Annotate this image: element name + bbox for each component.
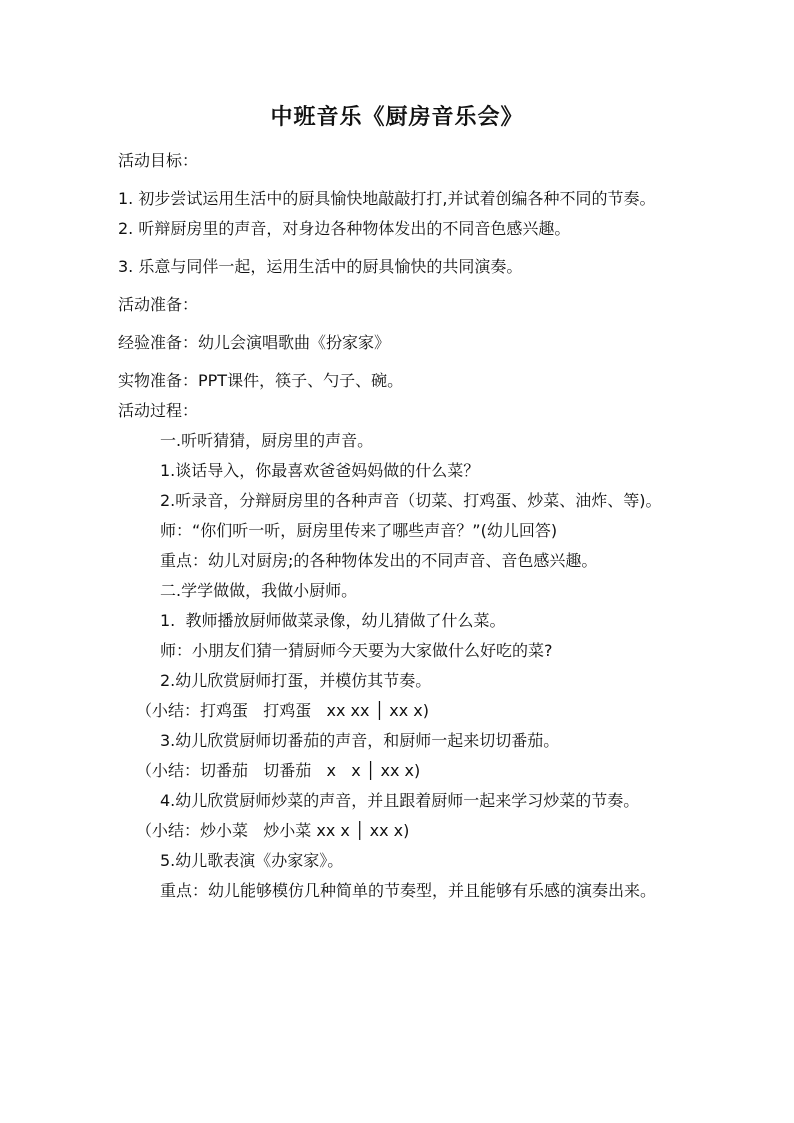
process-step: 4.幼儿欣赏厨师炒菜的声音，并且跟着厨师一起来学习炒菜的节奏。 bbox=[160, 791, 640, 810]
process-step: 3.幼儿欣赏厨师切番茄的声音，和厨师一起来切切番茄。 bbox=[160, 731, 560, 750]
rhythm-summary: （小结：打鸡蛋 打鸡蛋 xx xx │ xx x) bbox=[136, 701, 430, 720]
process-step: 1.谈话导入，你最喜欢爸爸妈妈做的什么菜？ bbox=[160, 461, 480, 480]
process-step: 师：小朋友们猜一猜厨师今天要为大家做什么好吃的菜? bbox=[160, 641, 553, 660]
rhythm-summary: （小结：炒小菜 炒小菜 xx x │ xx x) bbox=[136, 821, 410, 840]
process-step: 1. 教师播放厨师做菜录像，幼儿猜做了什么菜。 bbox=[160, 611, 506, 630]
process-step: 2.幼儿欣赏厨师打蛋，并模仿其节奏。 bbox=[160, 671, 432, 690]
prep-heading: 活动准备： bbox=[118, 295, 199, 314]
process-step: 一.听听猜猜，厨房里的声音。 bbox=[160, 431, 374, 450]
process-key-point: 重点：幼儿对厨房;的各种物体发出的不同声音、音色感兴趣。 bbox=[160, 551, 598, 570]
rhythm-summary: （小结：切番茄 切番茄 x x │ xx x) bbox=[136, 761, 421, 780]
document-title: 中班音乐《厨房音乐会》 bbox=[270, 104, 524, 130]
process-step: 师：“你们听一听，厨房里传来了哪些声音？”(幼儿回答) bbox=[160, 521, 558, 540]
process-step: 2.听录音，分辩厨房里的各种声音（切菜、打鸡蛋、炒菜、油炸、等)。 bbox=[160, 491, 662, 510]
prep-item: 实物准备：PPT课件，筷子、勺子、碗。 bbox=[118, 371, 404, 390]
goal-item: 2. 听辩厨房里的声音，对身边各种物体发出的不同音色感兴趣。 bbox=[118, 219, 571, 238]
process-key-point: 重点：幼儿能够模仿几种简单的节奏型，并且能够有乐感的演奏出来。 bbox=[160, 881, 657, 900]
goal-item: 1. 初步尝试运用生活中的厨具愉快地敲敲打打,并试着创编各种不同的节奏。 bbox=[118, 189, 656, 208]
document-body bbox=[118, 146, 678, 906]
goals-heading: 活动目标： bbox=[118, 151, 199, 170]
prep-item: 经验准备：幼儿会演唱歌曲《扮家家》 bbox=[118, 333, 391, 352]
process-step: 5.幼儿歌表演《办家家》。 bbox=[160, 851, 344, 870]
process-heading: 活动过程： bbox=[118, 401, 199, 420]
goal-item: 3. 乐意与同伴一起，运用生活中的厨具愉快的共同演奏。 bbox=[118, 257, 523, 276]
process-step: 二.学学做做，我做小厨师。 bbox=[160, 581, 358, 600]
